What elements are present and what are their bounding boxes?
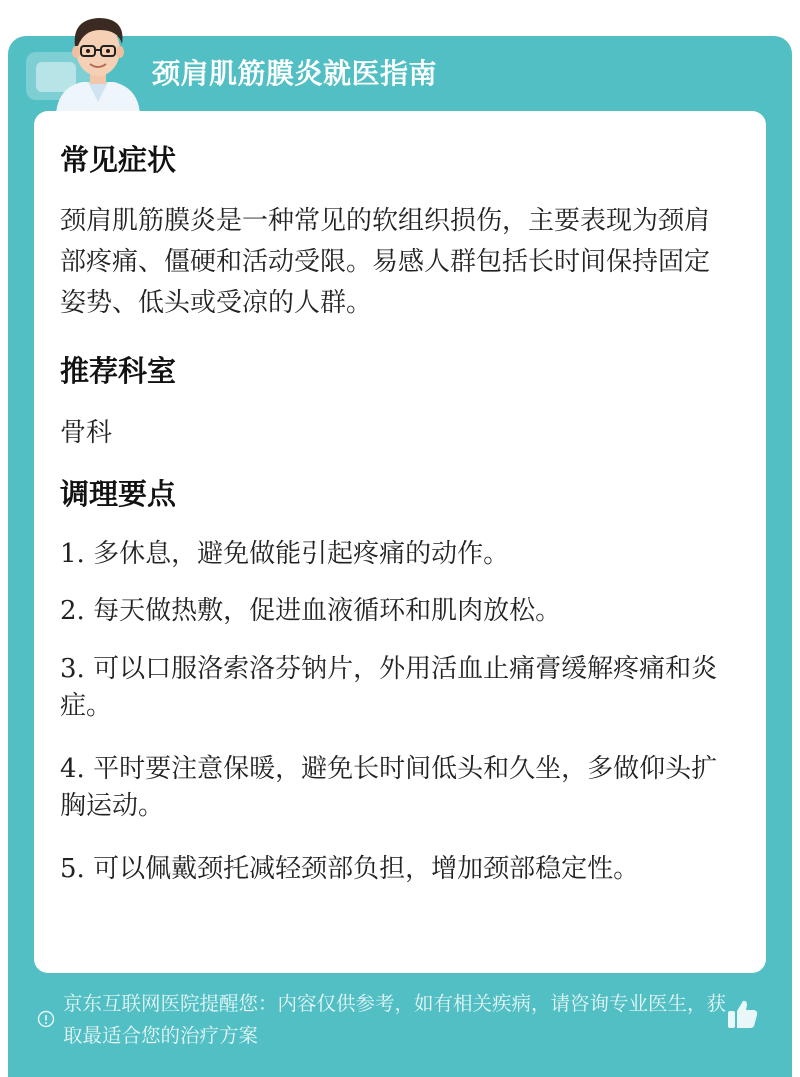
symptoms-heading: 常见症状 <box>60 143 177 177</box>
care-item: 4. 平时要注意保暖，避免长时间低头和久坐，多做仰头扩胸运动。 <box>60 754 718 821</box>
symptoms-text: 颈肩肌筋膜炎是一种常见的软组织损伤，主要表现为颈肩部疼痛、僵硬和活动受限。易感人群包括长时间保持固定姿势、低头或受凉的人群。 <box>60 206 711 318</box>
thumbs-up-icon[interactable] <box>724 996 760 1032</box>
care-item: 1. 多休息，避免做能引起疼痛的动作。 <box>60 539 510 569</box>
page-title: 颈肩肌筋膜炎就医指南 <box>152 57 438 90</box>
content-card <box>34 111 766 973</box>
info-icon <box>37 1010 55 1028</box>
care-item: 5. 可以佩戴颈托减轻颈部负担，增加颈部稳定性。 <box>60 854 640 884</box>
care-item: 2. 每天做热敷，促进血液循环和肌肉放松。 <box>60 596 562 626</box>
doctor-avatar <box>48 6 148 114</box>
department-heading: 推荐科室 <box>60 354 177 388</box>
disclaimer-text: 京东互联网医院提醒您：内容仅供参考，如有相关疾病，请咨询专业医生，获取最适合您的治疗方案 <box>63 992 727 1047</box>
care-heading: 调理要点 <box>60 477 177 511</box>
department-text: 骨科 <box>60 418 113 448</box>
care-item: 3. 可以口服洛索洛芬钠片，外用活血止痛膏缓解疼痛和炎症。 <box>60 654 718 721</box>
